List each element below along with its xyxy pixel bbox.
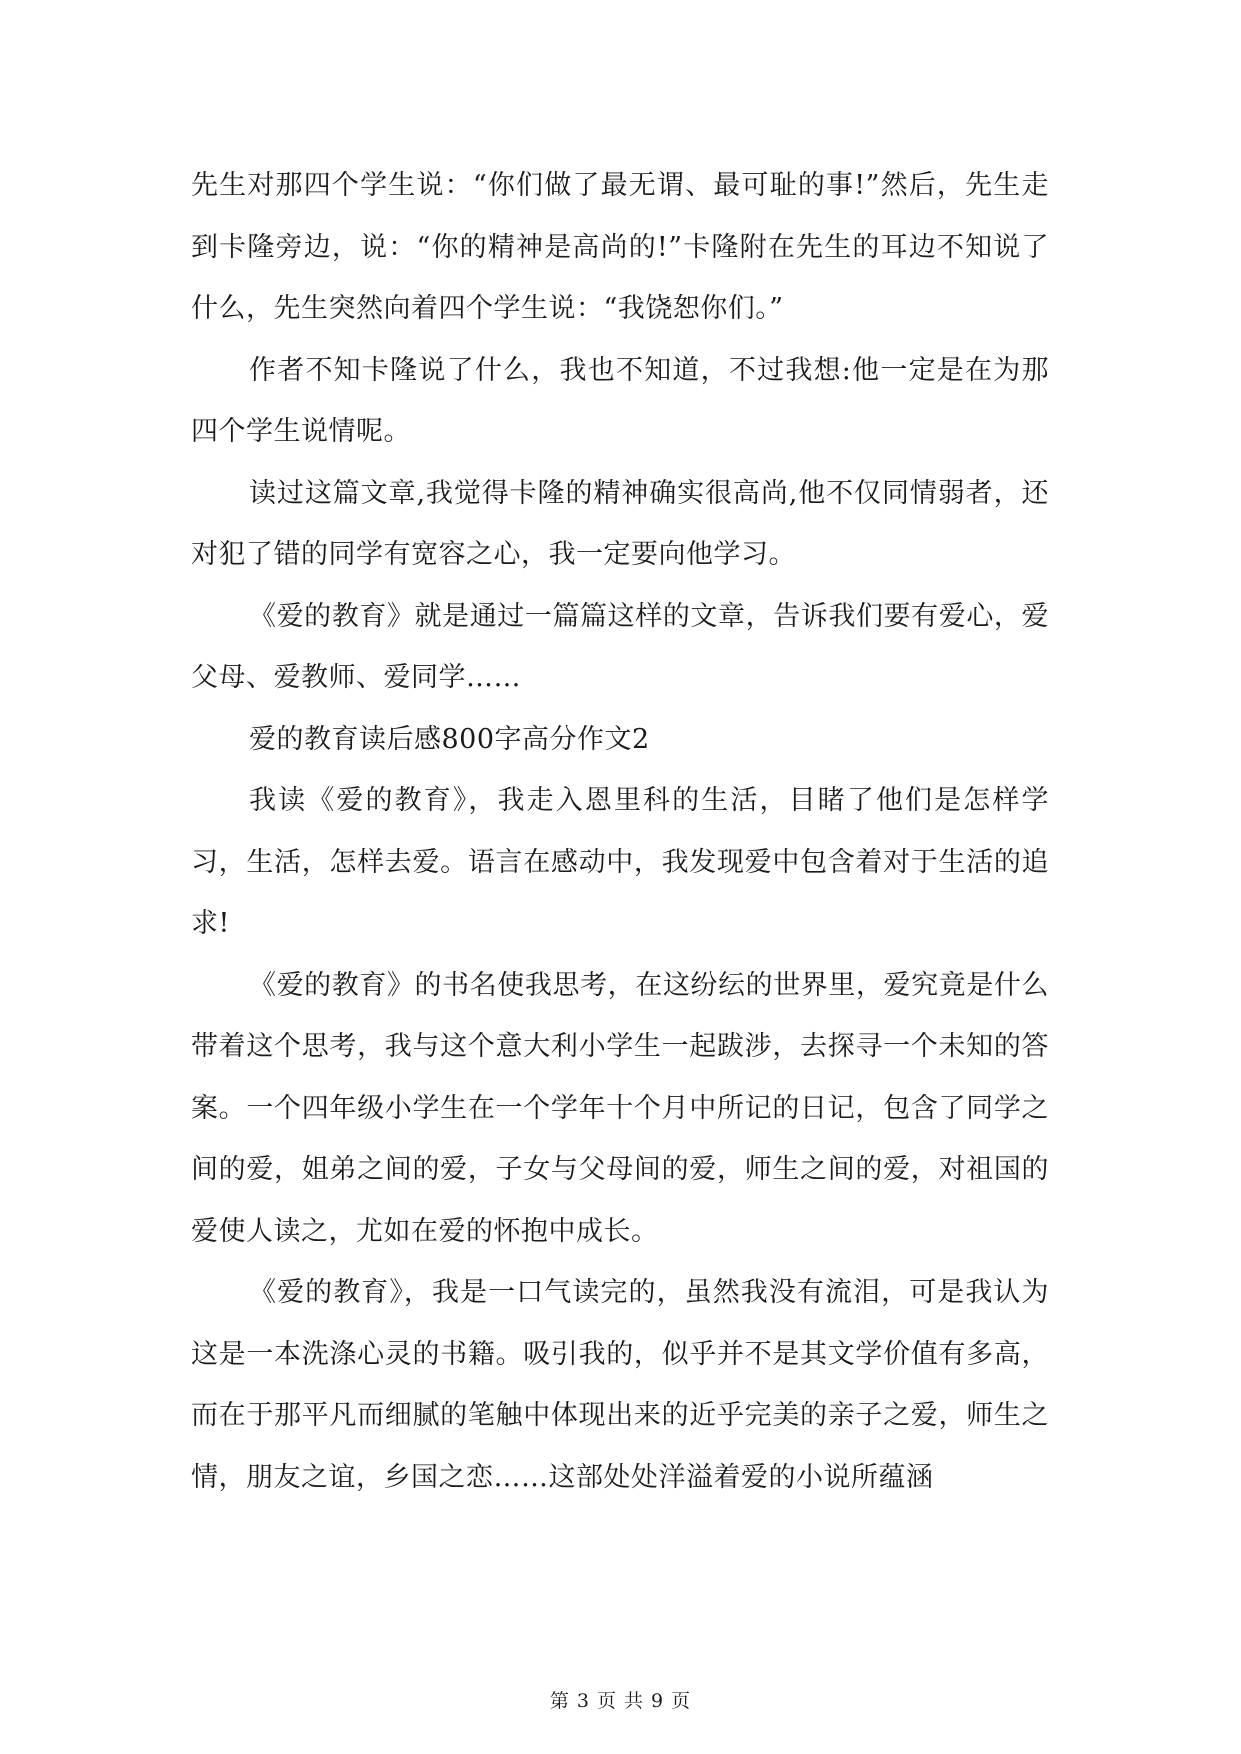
- paragraph-6: 《爱的教育》的书名使我思考，在这纷纭的世界里，爱究竟是什么带着这个思考，我与这个意大利小学生一起跋涉，去探寻一个未知的答案。一个四年级小学生在一个学年十个月中所记的日记，包含了同学之间的爱，姐弟之间的爱，子女与父母间的爱，师生之间的爱，对祖国的爱使人读之，尤如在爱的怀抱中成长。: [191, 969, 1049, 1247]
- essay-title: 爱的教育读后感800字高分作文2: [249, 723, 650, 755]
- page-number-footer: 第 3 页 共 9 页: [549, 1690, 692, 1712]
- paragraph-3: 读过这篇文章,我觉得卡隆的精神确实很高尚,他不仅同情弱者，还对犯了错的同学有宽容之心，我一定要向他学习。: [191, 477, 1049, 570]
- document-body: [191, 155, 1049, 1508]
- paragraph-1: 先生对那四个学生说：“你们做了最无谓、最可耻的事!”然后，先生走到卡隆旁边，说：“你的精神是高尚的!”卡隆附在先生的耳边不知说了什么，先生突然向着四个学生说：“我饶恕你们。”: [191, 170, 1049, 324]
- paragraph-4: 《爱的教育》就是通过一篇篇这样的文章，告诉我们要有爱心，爱父母、爱教师、爱同学……: [191, 600, 1049, 693]
- paragraph-5: 我读《爱的教育》，我走入恩里科的生活，目睹了他们是怎样学习，生活，怎样去爱。语言在感动中，我发现爱中包含着对于生活的追求!: [191, 785, 1049, 939]
- paragraph-7: 《爱的教育》，我是一口气读完的，虽然我没有流泪，可是我认为这是一本洗涤心灵的书籍。吸引我的，似乎并不是其文学价值有多高，而在于那平凡而细腻的笔触中体现出来的近乎完美的亲子之爱，师生之情，朋友之谊，乡国之恋……这部处处洋溢着爱的小说所蕴涵: [191, 1277, 1049, 1493]
- paragraph-2: 作者不知卡隆说了什么，我也不知道，不过我想:他一定是在为那四个学生说情呢。: [191, 354, 1049, 447]
